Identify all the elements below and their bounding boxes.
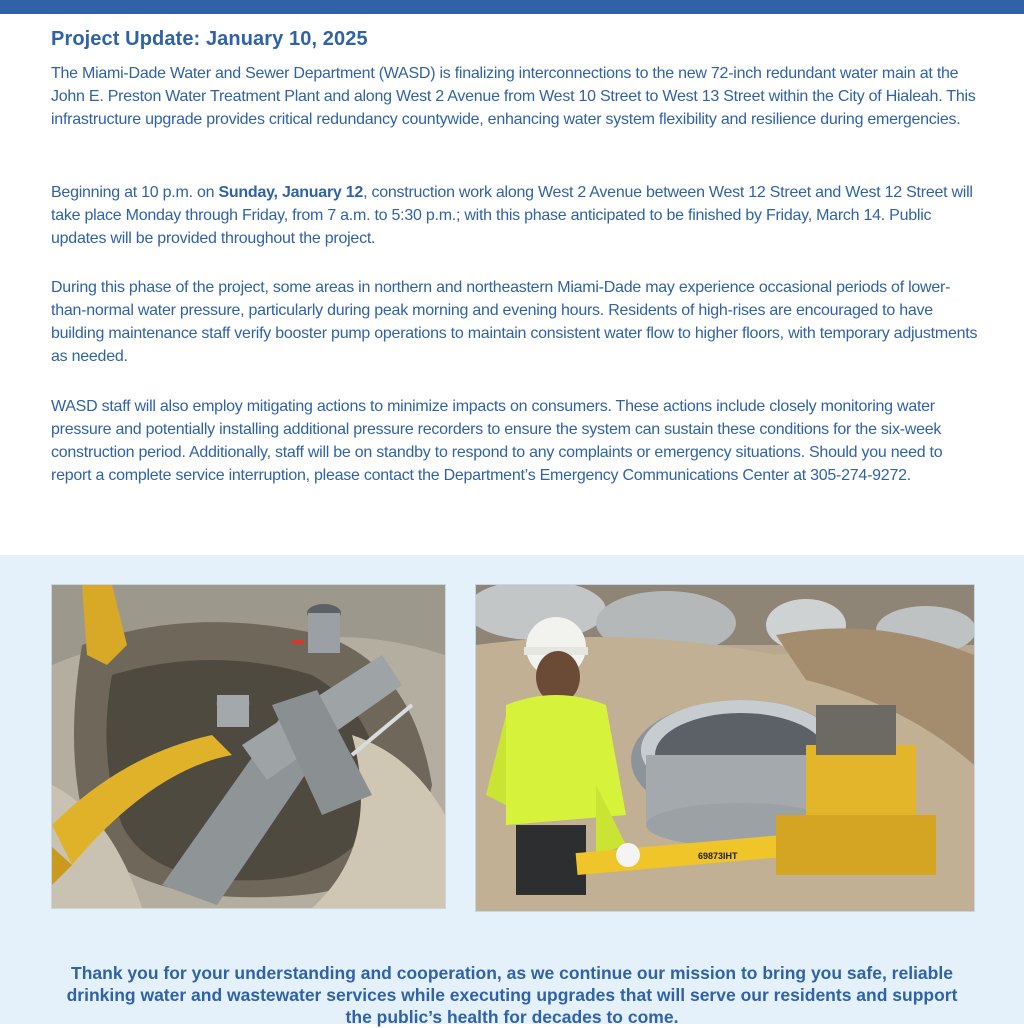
photo-worker-compactor [475,584,975,912]
closing-message: Thank you for your understanding and cooperation, as we continue our mission to bring you safe, reliable drinking water and wastewater services while executing upgrades that will serve our residents and support the public’s health for decades to come. [66,963,958,1027]
worker-compactor-illustration [476,585,974,911]
schedule-intro-text: Beginning at 10 p.m. on [51,184,219,201]
paragraph-project-overview: The Miami-Dade Water and Sewer Department (WASD) is finalizing interconnections to the new 72-inch redundant water main at the John E. Preston Water Treatment Plant and along West 2 Avenue from West 10 Street to West 13 Street within the City of Hialeah. This infrastructure upgrade provides critical redundancy countywide, enhancing water system flexibility and resilience during emergencies. [51,65,976,128]
pipe-excavation-illustration [52,585,445,908]
schedule-details-text: , construction work along West 2 Avenue between West 12 Street and West 12 Street will take place Monday through Friday, from 7 a.m. to 5:30 p.m.; with this phase anticipated to be finished by Friday, March 14. Public updates will be provided throughout the project. [51,184,973,247]
equipment-id-label: 69873IHT [698,851,738,861]
top-banner-bar [0,0,1024,14]
paragraph-construction-schedule [51,181,981,250]
page-title: Project Update: January 10, 2025 [51,28,368,50]
photo-pipe-excavation [51,584,446,909]
start-date-emphasis: Sunday, January 12 [218,184,364,201]
paragraph-mitigation-contact: WASD staff will also employ mitigating actions to minimize impacts on consumers. These actions include closely monitoring water pressure and potentially installing additional pressure recorders to ensure the system can sustain these conditions for the six-week construction period. Additionally, staff will be on standby to respond to any complaints or emergency situations. Should you need to report a complete service interruption, please contact the Department’s Emergency Communications Center at 305-274-9272. [51,398,943,484]
paragraph-water-pressure-notice: During this phase of the project, some areas in northern and northeastern Miami-Dade may experience occasional periods of lower-than-normal water pressure, particularly during peak morning and evening hours. Residents of high-rises are encouraged to have building maintenance staff verify booster pump operations to maintain consistent water flow to higher floors, with temporary adjustments as needed. [51,279,978,365]
